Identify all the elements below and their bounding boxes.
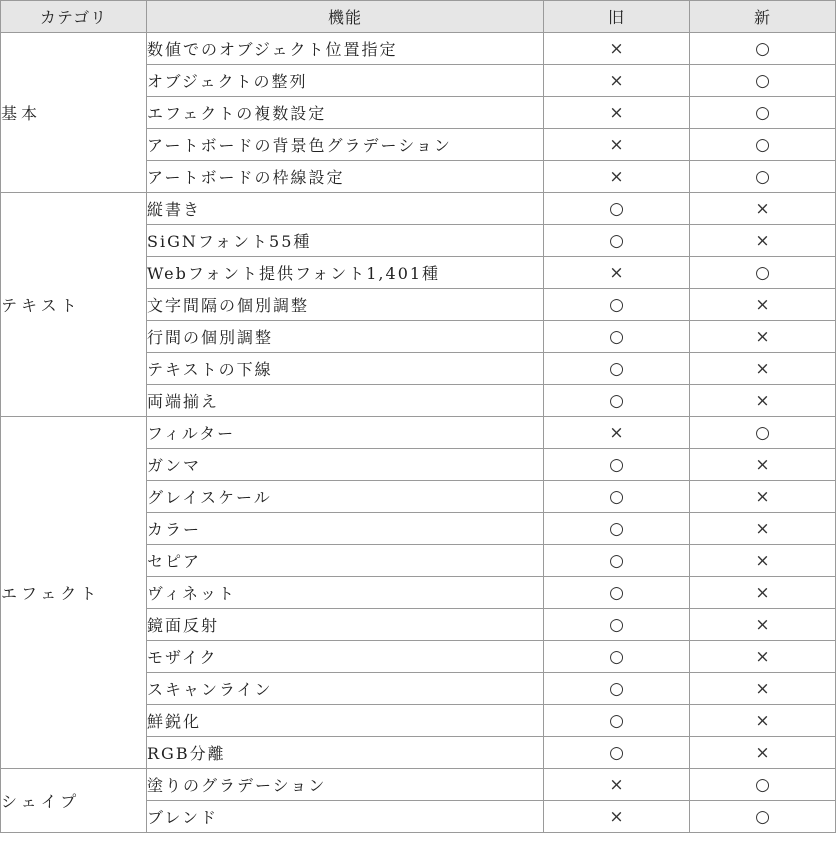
new-support-cell: ×	[690, 737, 836, 769]
new-support-cell: ×	[690, 609, 836, 641]
new-support-cell: ×	[690, 705, 836, 737]
category-cell: エフェクト	[1, 417, 147, 769]
old-support-cell: ○	[544, 385, 690, 417]
new-support-cell: ○	[690, 33, 836, 65]
old-support-cell: ×	[544, 129, 690, 161]
feature-cell: 文字間隔の個別調整	[147, 289, 544, 321]
old-support-cell: ×	[544, 97, 690, 129]
feature-cell: カラー	[147, 513, 544, 545]
new-support-cell: ×	[690, 641, 836, 673]
feature-cell: ガンマ	[147, 449, 544, 481]
old-support-cell: ○	[544, 673, 690, 705]
new-support-cell: ×	[690, 481, 836, 513]
old-support-cell: ○	[544, 353, 690, 385]
old-support-cell: ○	[544, 289, 690, 321]
feature-cell: 鏡面反射	[147, 609, 544, 641]
feature-cell: Webフォント提供フォント1,401種	[147, 257, 544, 289]
old-support-cell: ×	[544, 65, 690, 97]
category-cell: 基本	[1, 33, 147, 193]
feature-cell: エフェクトの複数設定	[147, 97, 544, 129]
new-support-cell: ×	[690, 513, 836, 545]
new-support-cell: ○	[690, 129, 836, 161]
feature-cell: オブジェクトの整列	[147, 65, 544, 97]
old-support-cell: ○	[544, 737, 690, 769]
old-support-cell: ○	[544, 705, 690, 737]
table-row	[1, 193, 836, 225]
new-support-cell: ○	[690, 417, 836, 449]
new-support-cell: ×	[690, 321, 836, 353]
feature-cell: RGB分離	[147, 737, 544, 769]
feature-cell: ヴィネット	[147, 577, 544, 609]
old-support-cell: ○	[544, 641, 690, 673]
old-support-cell: ×	[544, 257, 690, 289]
new-support-cell: ×	[690, 385, 836, 417]
header-feature: 機能	[147, 1, 544, 33]
table-row	[1, 769, 836, 801]
old-support-cell: ○	[544, 449, 690, 481]
new-support-cell: ○	[690, 65, 836, 97]
old-support-cell: ×	[544, 769, 690, 801]
feature-cell: 鮮鋭化	[147, 705, 544, 737]
header-old: 旧	[544, 1, 690, 33]
new-support-cell: ○	[690, 801, 836, 833]
old-support-cell: ○	[544, 545, 690, 577]
new-support-cell: ×	[690, 225, 836, 257]
feature-cell: 縦書き	[147, 193, 544, 225]
new-support-cell: ○	[690, 257, 836, 289]
new-support-cell: ×	[690, 673, 836, 705]
old-support-cell: ○	[544, 321, 690, 353]
old-support-cell: ○	[544, 609, 690, 641]
old-support-cell: ○	[544, 481, 690, 513]
feature-cell: スキャンライン	[147, 673, 544, 705]
old-support-cell: ○	[544, 193, 690, 225]
old-support-cell: ×	[544, 801, 690, 833]
old-support-cell: ×	[544, 33, 690, 65]
new-support-cell: ○	[690, 97, 836, 129]
table-body	[1, 33, 836, 833]
new-support-cell: ×	[690, 545, 836, 577]
header-row	[1, 1, 836, 33]
feature-cell: SiGNフォント55種	[147, 225, 544, 257]
new-support-cell: ×	[690, 449, 836, 481]
feature-cell: アートボードの枠線設定	[147, 161, 544, 193]
old-support-cell: ○	[544, 225, 690, 257]
feature-cell: フィルター	[147, 417, 544, 449]
feature-cell: グレイスケール	[147, 481, 544, 513]
feature-cell: セピア	[147, 545, 544, 577]
old-support-cell: ○	[544, 513, 690, 545]
table-row	[1, 417, 836, 449]
old-support-cell: ×	[544, 417, 690, 449]
header-category: カテゴリ	[1, 1, 147, 33]
feature-cell: ブレンド	[147, 801, 544, 833]
new-support-cell: ×	[690, 193, 836, 225]
feature-cell: 行間の個別調整	[147, 321, 544, 353]
feature-cell: テキストの下線	[147, 353, 544, 385]
table-row	[1, 33, 836, 65]
header-new: 新	[690, 1, 836, 33]
feature-cell: モザイク	[147, 641, 544, 673]
category-cell: テキスト	[1, 193, 147, 417]
feature-cell: 両端揃え	[147, 385, 544, 417]
old-support-cell: ×	[544, 161, 690, 193]
old-support-cell: ○	[544, 577, 690, 609]
feature-cell: 数値でのオブジェクト位置指定	[147, 33, 544, 65]
new-support-cell: ○	[690, 161, 836, 193]
feature-cell: 塗りのグラデーション	[147, 769, 544, 801]
new-support-cell: ×	[690, 353, 836, 385]
category-cell: シェイプ	[1, 769, 147, 833]
new-support-cell: ○	[690, 769, 836, 801]
new-support-cell: ×	[690, 577, 836, 609]
new-support-cell: ×	[690, 289, 836, 321]
feature-cell: アートボードの背景色グラデーション	[147, 129, 544, 161]
